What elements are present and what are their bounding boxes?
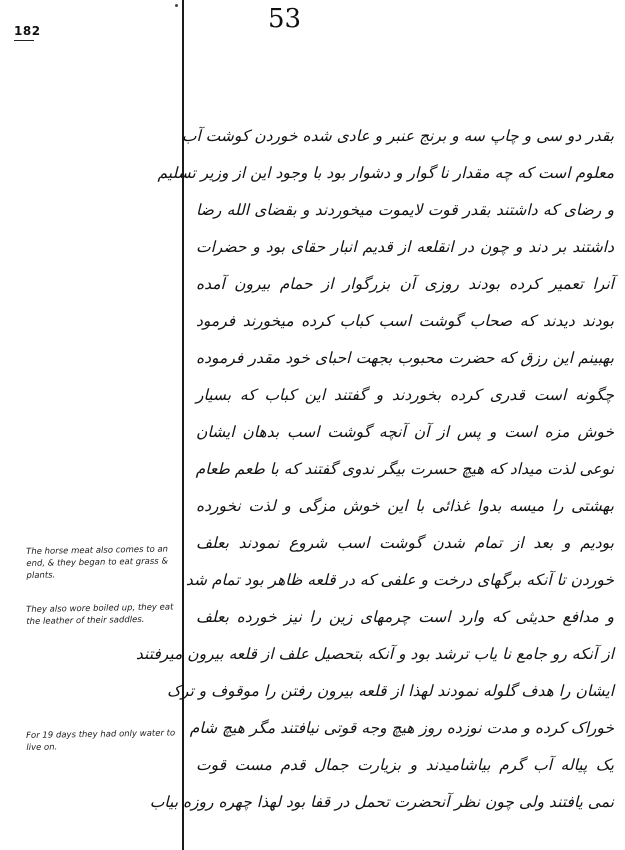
text-line: از آنکه رو جامع نا یاب ترشد بود و آنکه بتحصیل علف از قلعه بیرون میرفتند [135, 645, 614, 663]
text-line: و رضای که داشتند بقدر قوت لایموت میخوردند و بقضای الله رضا [196, 201, 614, 219]
text-line: نمی یافتند ولی چون نظر آنحضرت تحمل در قفا بود لهذا چهره روزه بیاب [149, 793, 614, 811]
text-line: بهبینم این رزق که حضرت محبوب بجهت احبای خود مقدر فرموده [196, 349, 614, 367]
text-line: ایشان را هدف گلوله نمودند لهذا از قلعه بیرون رفتن را موقوف و ترک [167, 682, 614, 700]
persian-text-body [135, 118, 614, 821]
text-line: نوعی لذت میداد که هیچ حسرت بیگر ندوی گفتند که با طعم طعام [195, 460, 614, 478]
corner-ink-mark [175, 4, 178, 7]
margin-note-horse-meat: The horse meat also comes to an end, & they began to eat grass & plants. [26, 544, 169, 581]
folio-number: 182 [14, 24, 41, 38]
text-line: و مدافع حدیثی که وارد است چرمهای زین را نیز خورده بعلف [196, 608, 614, 626]
text-line: خوراک کرده و مدت نوزده روز هیچ وجه قوتی نیافتند مگر هیچ شام [189, 719, 614, 737]
text-line: بهشتی را میسه بدوا غذائی با این خوش مزگی و لذت نخورده [196, 497, 614, 515]
page-number: 53 [268, 4, 302, 34]
text-line: بودند دیدند که صحاب گوشت اسب کباب کرده میخورند فرمود [196, 312, 614, 330]
text-line: خوردن تا آنکه برگهای درخت و علفی که در قلعه ظاهر بود تمام شد [185, 571, 614, 589]
text-line: معلوم است که چه مقدار نا گوار و دشوار بود با وجود این از وزیر تسلیم [157, 164, 614, 182]
text-line: بقدر دو سی و چاپ سه و برنج عنبر و عادی شده خوردن کوشت آب [181, 127, 614, 145]
folio-underline [14, 40, 34, 41]
text-line: یک پیاله آب گرم بیاشامیدند و بزیارت جمال قدم مست قوت [196, 756, 614, 774]
text-line: خوش مزه است و پس از آن آنچه گوشت اسب بدهان ایشان [196, 423, 614, 441]
text-line: چگونه است قدری کرده بخوردند و گفتند این کباب که بسیار [196, 386, 614, 404]
text-line: آنرا تعمیر کرده بودند روزی آن بزرگوار از حمام بیرون آمده [196, 275, 614, 293]
text-line: داشتند بر دند و چون در انقلعه از قدیم انبار حقای بود و حضرات [196, 238, 614, 256]
margin-note-saddles: They also wore boiled up, they eat the leather of their saddles. [26, 602, 174, 627]
margin-note-water: For 19 days they had only water to live on. [26, 728, 176, 753]
text-line: بودیم و بعد از تمام شدن گوشت اسب شروع نمودند بعلف [196, 534, 614, 552]
